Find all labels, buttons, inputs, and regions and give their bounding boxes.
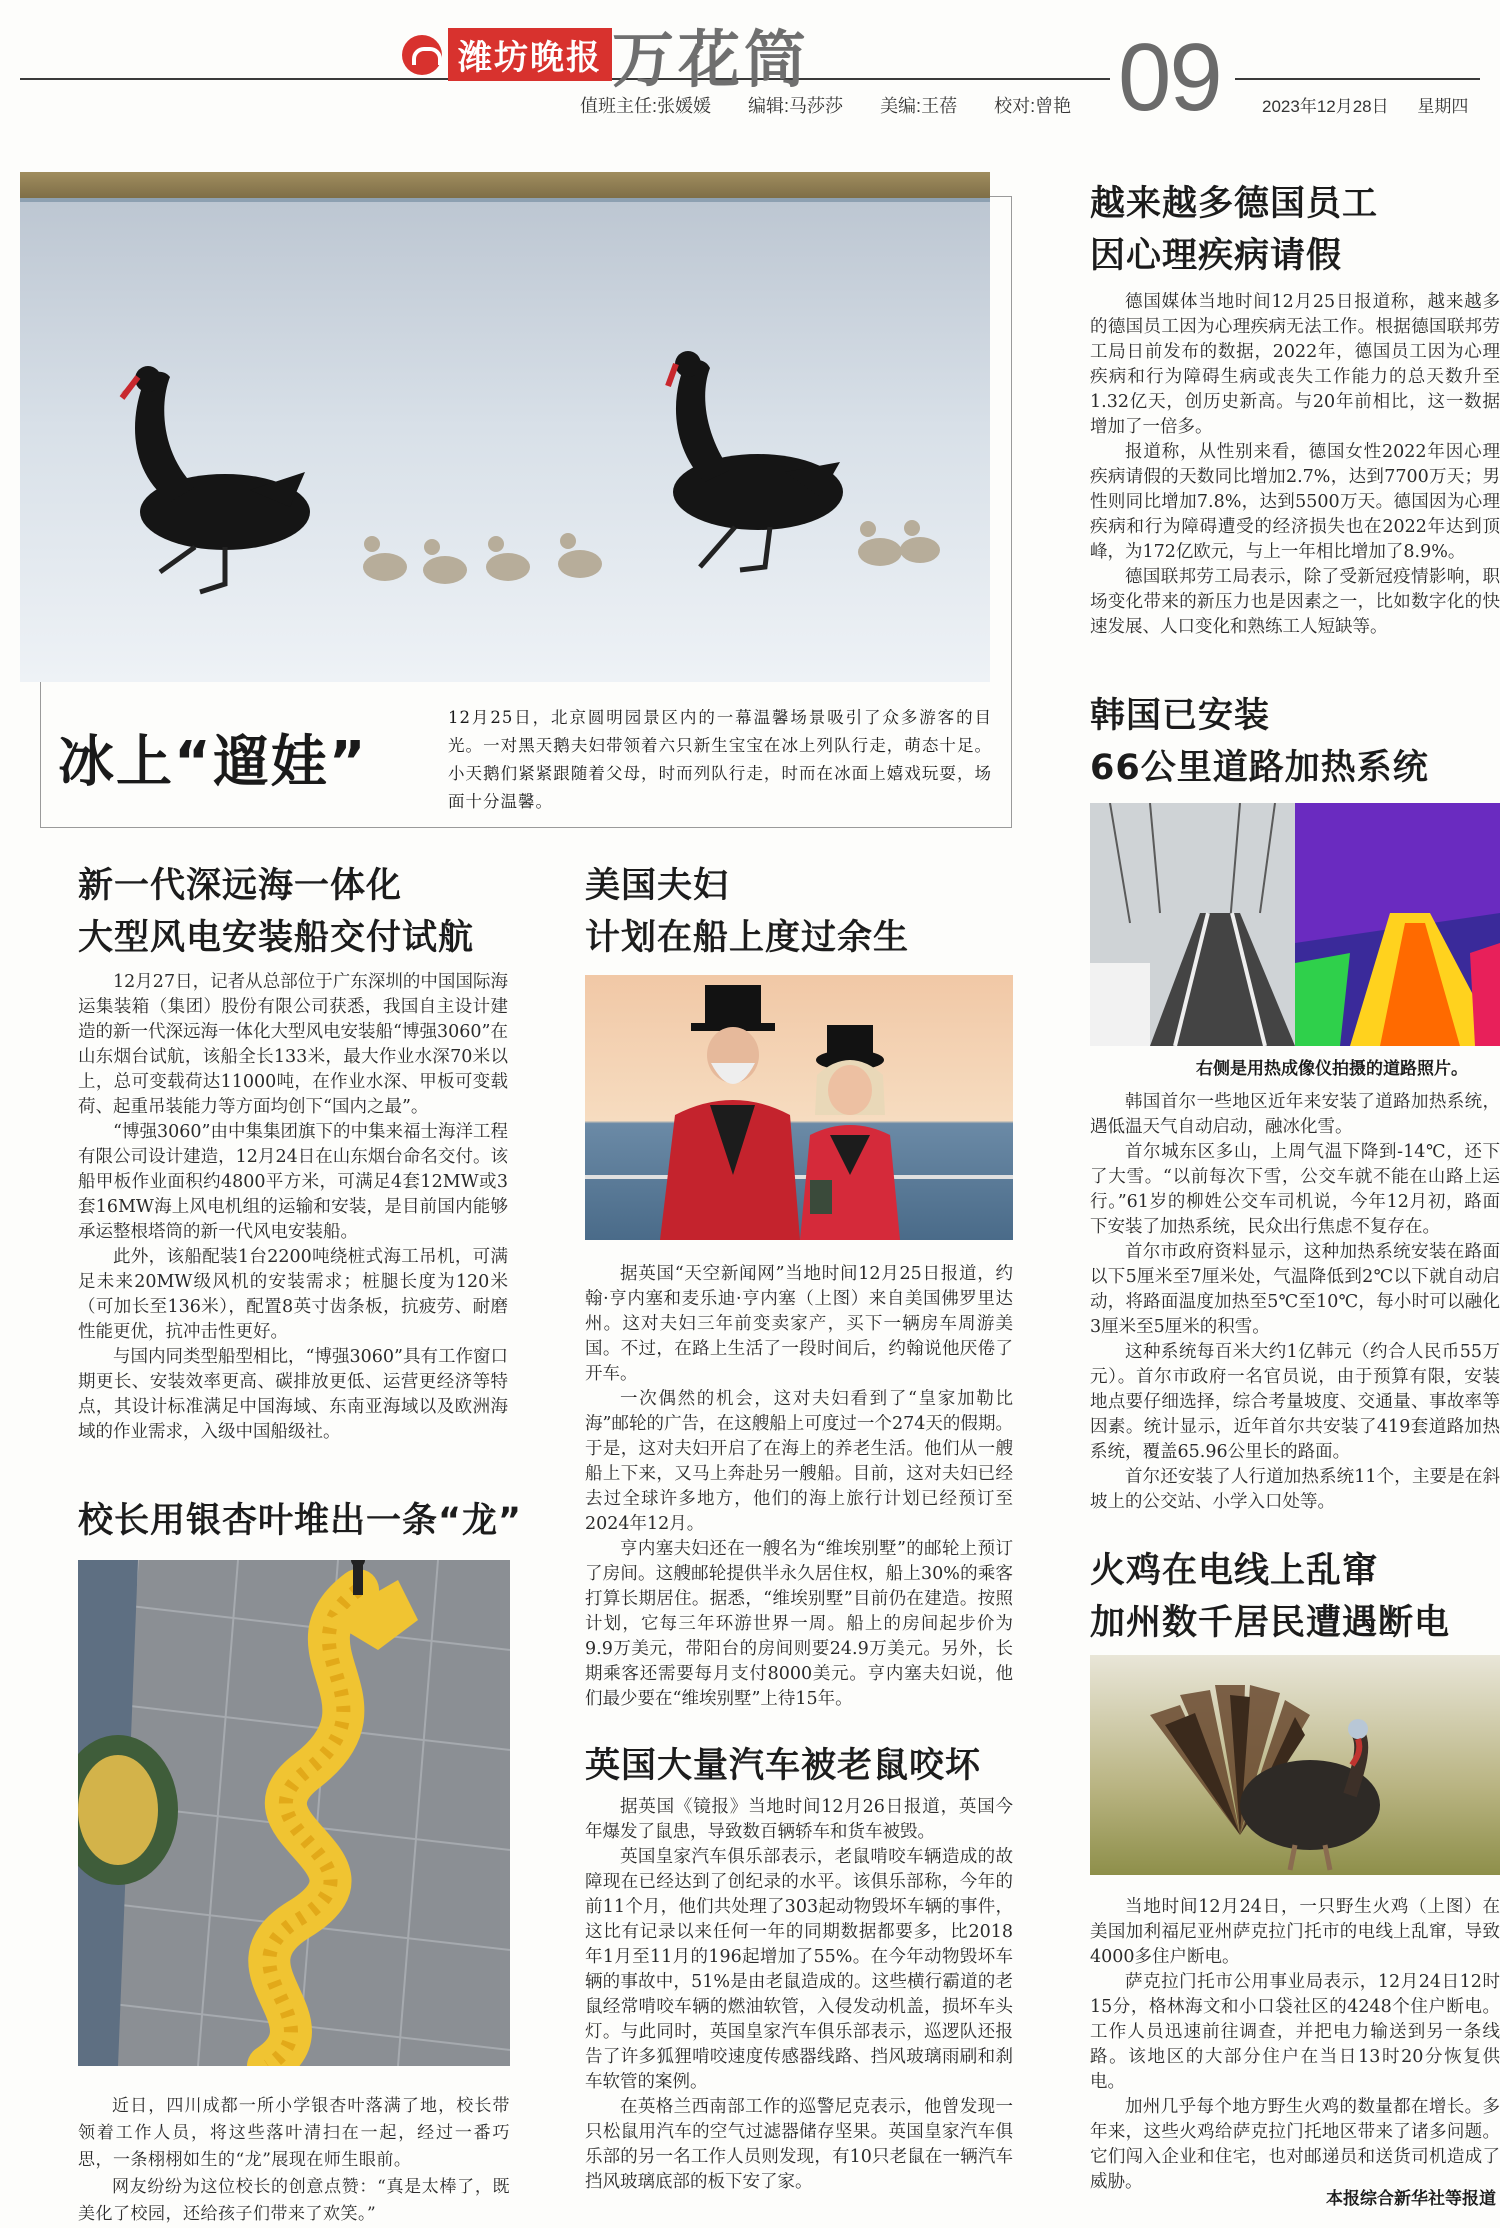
- turkey-headline-line1: 火鸡在电线上乱窜: [1090, 1551, 1379, 1591]
- couple-headline-line1: 美国夫妇: [585, 866, 730, 906]
- rats-headline: 英国大量汽车被老鼠咬坏: [585, 1746, 982, 1786]
- rats-paragraph: 英国皇家汽车俱乐部表示，老鼠啃咬车辆造成的故障现在已经达到了创纪录的水平。该俱乐部称，今年的前11个月，他们共处理了303起动物毁坏车辆的事件，这比有记录以来任何一年的同期数据都要多，比2018年1月至11月的196起增加了55%。在今年动物毁坏车辆的事故中，51%是由老鼠造成的。这些横行霸道的老鼠经常啃咬车辆的燃油软管，入侵发动机盖，损坏车头灯。与此同时，英国皇家汽车俱乐部表示，巡逻队还报告了许多狐狸啃咬速度传感器线路、挡风玻璃雨刷和刹车软管的案例。: [585, 1847, 1013, 2092]
- ship-paragraph: 此外，该船配装1台2200吨绕桩式海工吊机，可满足未来20MW级风机的安装需求；桩腿长度为120米（可加长至136米），配置8英寸齿条板，抗疲劳、耐磨性能更优，抗冲击性更好。: [78, 1247, 508, 1342]
- date-text: 2023年12月28日: [1262, 97, 1389, 116]
- turkey-paragraph: 当地时间12月24日，一只野生火鸡（上图）在美国加利福尼亚州萨克拉门托市的电线上乱窜，导致4000多住户断电。: [1090, 1897, 1500, 1967]
- turkey-paragraph: 加州几乎每个地方野生火鸡的数量都在增长。多年来，这些火鸡给萨克拉门托地区带来了诸多问题。它们闯入企业和住宅，也对邮递员和送货司机造成了威胁。: [1090, 2097, 1500, 2192]
- germany-headline-line2: 因心理疾病请假: [1090, 236, 1343, 276]
- couple-paragraph: 一次偶然的机会，这对夫妇看到了“皇家加勒比海”邮轮的广告，在这艘船上可度过一个274天的假期。于是，这对夫妇开启了在海上的养老生活。他们从一艘船上下来，又马上奔赴另一艘船。目前，这对夫妇已经去过全球许多地方，他们的海上旅行计划已经预订至2024年12月。: [585, 1389, 1013, 1534]
- rats-body: [585, 1795, 1013, 2195]
- lead-caption: 12月25日，北京圆明园景区内的一幕温馨场景吸引了众多游客的目光。一对黑天鹅夫妇带领着六只新生宝宝在冰上列队行走，萌态十足。小天鹅们紧紧跟随着父母，时而列队行走，时而在冰面上嬉戏玩耍，场面十分温馨。: [448, 708, 992, 811]
- korea-paragraph: 这种系统每百米大约1亿韩元（约合人民币55万元）。首尔市政府一名官员说，由于预算有限，安装地点要仔细选择，综合考量坡度、交通量、事故率等因素。统计显示，近年首尔共安装了419套道路加热系统，覆盖65.96公里长的路面。: [1090, 1342, 1500, 1462]
- korea-paragraph: 首尔还安装了人行道加热系统11个，主要是在斜坡上的公交站、小学入口处等。: [1090, 1467, 1500, 1512]
- logo-text: 潍坊晚报: [448, 28, 612, 81]
- germany-body: [1090, 290, 1500, 640]
- couple-headline: [585, 860, 909, 964]
- germany-paragraph: 报道称，从性别来看，德国女性2022年因心理疾病请假的天数同比增加2.7%，达到7700万天；男性则同比增加7.8%，达到5500万天。德国因为心理疾病和行为障碍遭受的经济损失也在2022年达到顶峰，为172亿欧元，与上一年相比增加了8.9%。: [1090, 442, 1500, 562]
- korea-headline-line1: 韩国已安装: [1090, 696, 1271, 736]
- korea-paragraph: 韩国首尔一些地区近年来安装了道路加热系统，遇低温天气自动启动，融冰化雪。: [1090, 1092, 1500, 1137]
- issue-date: [1262, 92, 1492, 117]
- ship-headline-line2: 大型风电安装船交付试航: [78, 918, 475, 958]
- couple-body: [585, 1262, 1013, 1712]
- ginkgo-dragon-photo: [78, 1560, 510, 2066]
- ship-body: [78, 970, 508, 1445]
- turkey-paragraph: 萨克拉门托市公用事业局表示，12月24日12时15分，格林海文和小口袋社区的4248个住户断电。工作人员迅速前往调查，并把电力输送到另一条线路。该地区的大部分住户在当日13时20分恢复供电。: [1090, 1972, 1500, 2092]
- turkey-headline: [1090, 1545, 1450, 1649]
- rats-paragraph: 在英格兰西南部工作的巡警尼克表示，他曾发现一只松鼠用汽车的空气过滤器储存坚果。英国皇家汽车俱乐部的另一名工作人员则发现，有10只老鼠在一辆汽车挡风玻璃底部的板下安了家。: [585, 2097, 1013, 2192]
- germany-headline: [1090, 178, 1378, 282]
- couple-headline-line2: 计划在船上度过余生: [585, 918, 910, 958]
- korea-body: [1090, 1090, 1500, 1515]
- korea-headline-line2: 66公里道路加热系统: [1090, 748, 1429, 788]
- germany-paragraph: 德国媒体当地时间12月25日报道称，越来越多的德国员工因为心理疾病无法工作。根据德国联邦劳工局日前发布的数据，2022年，德国员工因为心理疾病和行为障碍生病或丧失工作能力的总天数升至1.32亿天，创历史新高。与20年前相比，这一数据增加了一倍多。: [1090, 292, 1500, 437]
- couple-photo: [585, 975, 1013, 1240]
- korea-headline: [1090, 690, 1429, 794]
- couple-paragraph: 亨内塞夫妇还在一艘名为“维埃别墅”的邮轮上预订了房间。这艘邮轮提供半永久居住权，船上30%的乘客打算长期居住。据悉，“维埃别墅”目前仍在建造。按照计划，它每三年环游世界一周。船上的房间起步价为9.9万美元，带阳台的房间则要24.9万美元。另外，长期乘客还需要每月支付8000美元。亨内塞夫妇说，他们最少要在“维埃别墅”上待15年。: [585, 1539, 1013, 1709]
- page-number: 09: [1118, 24, 1221, 131]
- korea-road-photo: [1090, 803, 1500, 1046]
- rats-paragraph: 据英国《镜报》当地时间12月26日报道，英国今年爆发了鼠患，导致数百辆轿车和货车被毁。: [585, 1797, 1013, 1842]
- ship-paragraph: “博强3060”由中集集团旗下的中集来福士海洋工程有限公司设计建造，12月24日在山东烟台命名交付。该船甲板作业面积约4800平方米，可满足4套12MW或3套16MW海上风电机组的运输和安装，是目前国内能够承运整根塔筒的新一代风电安装船。: [78, 1122, 508, 1242]
- editor-credits: [580, 92, 1093, 118]
- logo-icon: [402, 35, 442, 75]
- editor-main: 编辑:马莎莎: [748, 96, 844, 116]
- turkey-body: [1090, 1895, 1500, 2195]
- ginkgo-paragraph: 近日，四川成都一所小学银杏叶落满了地，校长带领着工作人员，将这些落叶清扫在一起，经过一番巧思，一条栩栩如生的“龙”展现在师生眼前。: [78, 2096, 510, 2170]
- masthead-rule-right: [1235, 78, 1480, 80]
- source-credit: 本报综合新华社等报道: [1326, 2189, 1496, 2209]
- editor-duty: 值班主任:张媛媛: [580, 96, 712, 116]
- ship-paragraph: 12月27日，记者从总部位于广东深圳的中国国际海运集装箱（集团）股份有限公司获悉，我国自主设计建造的新一代深远海一体化大型风电安装船“博强3060”在山东烟台试航，该船全长133米，最大作业水深70米以上，总可变载荷达11000吨，在作业水深、甲板可变载荷、起重吊装能力等方面均创下“国内之最”。: [78, 972, 508, 1117]
- germany-paragraph: 德国联邦劳工局表示，除了受新冠疫情影响，职场变化带来的新压力也是因素之一，比如数字化的快速发展、人口变化和熟练工人短缺等。: [1090, 567, 1500, 637]
- turkey-photo: [1090, 1655, 1500, 1875]
- ship-paragraph: 与国内同类型船型相比，“博强3060”具有工作窗口期更长、安装效率更高、碳排放更低、运营更经济等特点，其设计标准满足中国海域、东南亚海域以及欧洲海域的作业需求，入级中国船级社。: [78, 1347, 508, 1442]
- section-title: 万花筒: [612, 23, 811, 96]
- ginkgo-paragraph: 网友纷纷为这位校长的创意点赞：“真是太棒了，既美化了校园，还给孩子们带来了欢笑。”: [78, 2177, 510, 2224]
- editor-art: 美编:王蓓: [880, 96, 958, 116]
- ship-headline: [78, 860, 474, 964]
- korea-photo-caption: 右侧是用热成像仪拍摄的道路照片。: [1196, 1059, 1468, 1079]
- ginkgo-body: [78, 2093, 510, 2228]
- turkey-headline-line2: 加州数千居民遭遇断电: [1090, 1603, 1451, 1643]
- lead-title: 冰上“遛娃”: [58, 730, 368, 795]
- couple-paragraph: 据英国“天空新闻网”当地时间12月25日报道，约翰·亨内塞和麦乐迪·亨内塞（上图）来自美国佛罗里达州。这对夫妇三年前变卖家产，买下一辆房车周游美国。不过，在路上生活了一段时间后，约翰说他厌倦了开车。: [585, 1264, 1013, 1384]
- editor-proof: 校对:曾艳: [994, 96, 1072, 116]
- korea-paragraph: 首尔城东区多山，上周气温下降到-14℃，还下了大雪。“以前每次下雪，公交车就不能在山路上运行。”61岁的柳姓公交车司机说，今年12月初，路面下安装了加热系统，民众出行焦虑不复存在。: [1090, 1142, 1500, 1237]
- newspaper-logo: [402, 28, 612, 81]
- ship-headline-line1: 新一代深远海一体化: [78, 866, 403, 906]
- lead-photo-black-swans: [20, 172, 990, 682]
- korea-paragraph: 首尔市政府资料显示，这种加热系统安装在路面以下5厘米至7厘米处，气温降低到2℃以下就自动启动，将路面温度加热至5℃至10℃，每小时可以融化3厘米至5厘米的积雪。: [1090, 1242, 1500, 1337]
- weekday-text: 星期四: [1417, 97, 1469, 116]
- ginkgo-headline: 校长用银杏叶堆出一条“龙”: [78, 1501, 523, 1541]
- germany-headline-line1: 越来越多德国员工: [1090, 184, 1379, 224]
